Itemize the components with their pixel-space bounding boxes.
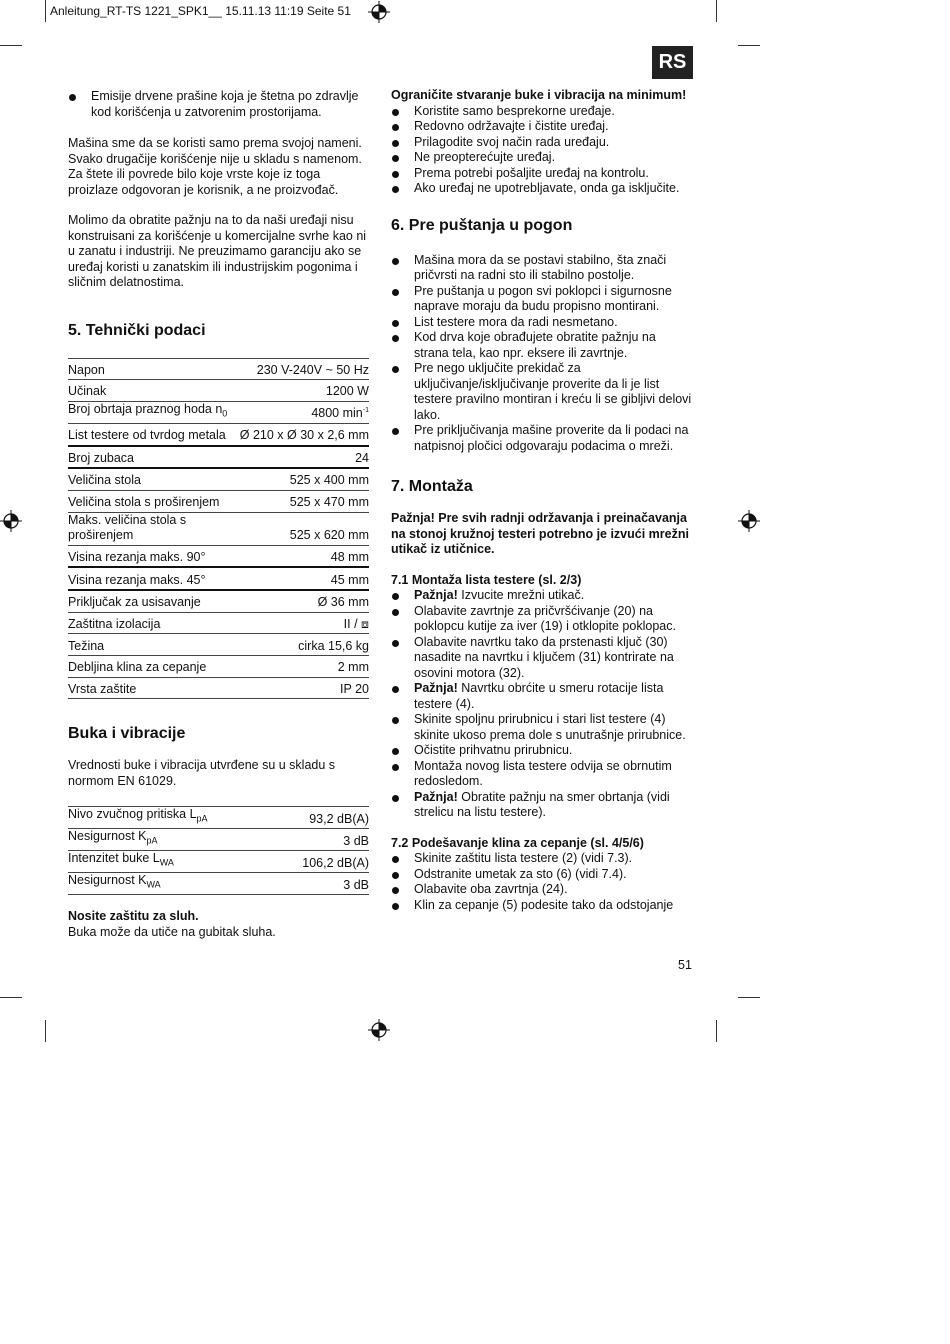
spec-value: 1200 W — [240, 380, 369, 402]
left-column — [68, 88, 369, 940]
spec-label: Broj zubaca — [68, 446, 240, 469]
table-row — [68, 423, 369, 445]
noise-value: 93,2 dB(A) — [272, 807, 369, 829]
spec-value: 230 V-240V ~ 50 Hz — [240, 358, 369, 380]
list-item: Pažnja! Obratite pažnju na smer obrtanja (vidi strelicu na listu testere). — [391, 790, 694, 821]
crop-mark — [716, 0, 717, 22]
noise-label: Nesigurnost $K_{pA}$ — [68, 829, 272, 851]
paragraph: Mašina sme da se koristi samo prema svojoj nameni. Svako drugačije korišćenje nije u skladu s namenom. Za štete ili povrede bilo koje vrste koje iz toga proizlaze odgovoran je korisnik, a ne proizvođač. — [68, 136, 362, 197]
spec-label: Veličina stola — [68, 468, 240, 490]
list-item: Kod drva koje obrađujete obratite pažnju na strana tela, kao npr. eksere ili zavrtnje. — [391, 330, 694, 361]
subheading: 7.1 Montaža lista testere (sl. 2/3) — [391, 572, 582, 587]
spec-value: IP 20 — [240, 677, 369, 699]
bullet-list — [391, 588, 694, 821]
bullet-list — [391, 851, 694, 913]
spec-value: II / ⧈ — [240, 612, 369, 634]
noise-table — [68, 806, 369, 895]
spec-value: Ø 210 x Ø 30 x 2,6 mm — [240, 423, 369, 445]
list-item: Koristite samo besprekorne uređaje. — [391, 104, 694, 120]
list-item: Odstranite umetak za sto (6) (vidi 7.4). — [391, 867, 694, 883]
spec-value: 45 mm — [240, 567, 369, 590]
section-heading: 5. Tehnički podaci — [68, 321, 206, 339]
spec-label: Debljina klina za cepanje — [68, 656, 240, 678]
paragraph: Vrednosti buke i vibracija utvrđene su u skladu s normom EN 61029. — [68, 758, 336, 788]
list-item: Ako uređaj ne upotrebljavate, onda ga isključite. — [391, 181, 694, 197]
list-item: Montaža novog lista testere odvija se obrnutim redosledom. — [391, 759, 694, 790]
table-row — [68, 677, 369, 699]
table-row — [68, 590, 369, 612]
list-item: Ne preopterećujte uređaj. — [391, 150, 694, 166]
spec-label: Težina — [68, 634, 240, 656]
registration-mark-icon — [368, 1019, 390, 1041]
spec-value: Ø 36 mm — [240, 590, 369, 612]
crop-mark — [0, 997, 22, 998]
table-row — [68, 358, 369, 380]
noise-label: Intenzitet buke $L_{WA}$ — [68, 851, 272, 873]
warning-paragraph: Pažnja! Pre svih radnji održavanja i preinačavanja na stonoj kružnoj testeri potrebno je izvući mrežni utikač iz utičnice. — [391, 511, 689, 556]
list-item: Pre nego uključite prekidač za uključivanje/isključivanje proverite da li je list testere pravilno montiran i kreću li se gibljivi delovi lako. — [391, 361, 694, 423]
list-item: Pažnja! Navrtku obrćite u smeru rotacije lista testere (4). — [391, 681, 694, 712]
crop-mark — [738, 45, 760, 46]
table-row — [68, 490, 369, 512]
list-item: Očistite prihvatnu prirubnicu. — [391, 743, 694, 759]
hearing-warning — [68, 909, 369, 940]
spec-value: 525 x 620 mm — [240, 512, 369, 545]
list-item: Pažnja! Izvucite mrežni utikač. — [391, 588, 694, 604]
crop-mark — [45, 0, 46, 22]
table-row — [68, 656, 369, 678]
spec-label: Zaštitna izolacija — [68, 612, 240, 634]
table-row — [68, 873, 369, 895]
spec-value: 4800 $\min^{-1}$ — [240, 401, 369, 423]
spec-label: Napon — [68, 358, 240, 380]
spec-value: cirka 15,6 kg — [240, 634, 369, 656]
table-row — [68, 851, 369, 873]
warning-title: Nosite zaštitu za sluh. — [68, 909, 199, 924]
list-item: Emisije drvene prašine koja je štetna po zdravlje kod korišćenja u zatvorenim prostorijama. — [68, 89, 369, 120]
crop-mark — [0, 45, 22, 46]
table-row — [68, 446, 369, 469]
section-heading: 6. Pre puštanja u pogon — [391, 216, 573, 234]
list-item: Olabavite navrtku tako da prstenasti ključ (30) nasadite na navrtku i ključem (31) kontrirate na osovini motora (32). — [391, 635, 694, 682]
spec-label: Broj obrtaja praznog hoda $n_0$ — [68, 401, 240, 423]
list-item: Olabavite oba zavrtnja (24). — [391, 882, 694, 898]
language-badge: RS — [652, 46, 693, 79]
right-column — [391, 88, 694, 913]
noise-value: 106,2 dB(A) — [272, 851, 369, 873]
registration-mark-icon — [0, 510, 22, 532]
spec-value: 48 mm — [240, 545, 369, 567]
spec-value: 24 — [240, 446, 369, 469]
list-item: Klin za cepanje (5) podesite tako da odstojanje — [391, 898, 694, 914]
print-slug: Anleitung_RT-TS 1221_SPK1__ 15.11.13 11:19 Seite 51 — [50, 4, 351, 18]
paragraph: Molimo da obratite pažnju na to da naši uređaji nisu konstruisani za korišćenje u komercijalne svrhe kao ni u zanatu i industriji. Ne preuzimamo garanciju ako se uređaj koristi u zanatskim ili industrijskim pogonima i sličnim delatnostima. — [68, 213, 367, 289]
bullet-list — [391, 104, 694, 197]
registration-mark-icon — [738, 510, 760, 532]
table-row — [68, 634, 369, 656]
table-row — [68, 512, 369, 545]
crop-mark — [716, 1020, 717, 1042]
list-item: Olabavite zavrtnje za pričvršćivanje (20) na poklopcu kutije za iver (19) i otklopite poklopac. — [391, 604, 694, 635]
crop-mark — [738, 997, 760, 998]
spec-label: Učinak — [68, 380, 240, 402]
table-row — [68, 380, 369, 402]
bullet-list — [391, 253, 694, 455]
list-item: Pre puštanja u pogon svi poklopci i sigurnosne naprave moraju da budu propisno montirani. — [391, 284, 694, 315]
subheading: Ograničite stvaranje buke i vibracija na minimum! — [391, 88, 687, 102]
table-row — [68, 401, 369, 423]
spec-value: 525 x 470 mm — [240, 490, 369, 512]
section-heading: 7. Montaža — [391, 478, 473, 495]
noise-value: 3 dB — [272, 873, 369, 895]
list-item: List testere mora da radi nesmetano. — [391, 315, 694, 331]
spec-label: Visina rezanja maks. 90° — [68, 545, 240, 567]
spec-label: Veličina stola s proširenjem — [68, 490, 240, 512]
spec-label: Visina rezanja maks. 45° — [68, 567, 240, 590]
spec-value: 2 mm — [240, 656, 369, 678]
list-item: Prilagodite svoj način rada uređaju. — [391, 135, 694, 151]
spec-value: 525 x 400 mm — [240, 468, 369, 490]
table-row — [68, 612, 369, 634]
list-item: Mašina mora da se postavi stabilno, šta znači pričvrsti na radni sto ili stabilno postolje. — [391, 253, 694, 284]
table-row — [68, 545, 369, 567]
noise-label: Nesigurnost $K_{WA}$ — [68, 873, 272, 895]
spec-label: Priključak za usisavanje — [68, 590, 240, 612]
spec-label: List testere od tvrdog metala — [68, 423, 240, 445]
table-row — [68, 829, 369, 851]
table-row — [68, 468, 369, 490]
list-item: Redovno održavajte i čistite uređaj. — [391, 119, 694, 135]
list-item: Pre priključivanja mašine proverite da li podaci na natpisnoj pločici odgovaraju podacima o mreži. — [391, 423, 694, 454]
crop-mark — [45, 1020, 46, 1042]
list-item: Skinite spoljnu prirubnicu i stari list testere (4) skinite ukoso prema dole s unutrašnje prirubnice. — [391, 712, 694, 743]
list-item: Prema potrebi pošaljite uređaj na kontrolu. — [391, 166, 694, 182]
table-row — [68, 567, 369, 590]
spec-label: Maks. veličina stola s proširenjem — [68, 512, 240, 545]
subheading: 7.2 Podešavanje klina za cepanje (sl. 4/5/6) — [391, 835, 644, 850]
noise-value: 3 dB — [272, 829, 369, 851]
warning-text: Buka može da utiče na gubitak sluha. — [68, 924, 276, 939]
list-item: Skinite zaštitu lista testere (2) (vidi 7.3). — [391, 851, 694, 867]
registration-mark-icon — [368, 1, 390, 23]
spec-label: Vrsta zaštite — [68, 677, 240, 699]
noise-label: Nivo zvučnog pritiska $L_{pA}$ — [68, 807, 272, 829]
table-row — [68, 807, 369, 829]
spec-table — [68, 358, 369, 700]
section-heading: Buka i vibracije — [68, 725, 186, 743]
page-number: 51 — [678, 958, 692, 972]
